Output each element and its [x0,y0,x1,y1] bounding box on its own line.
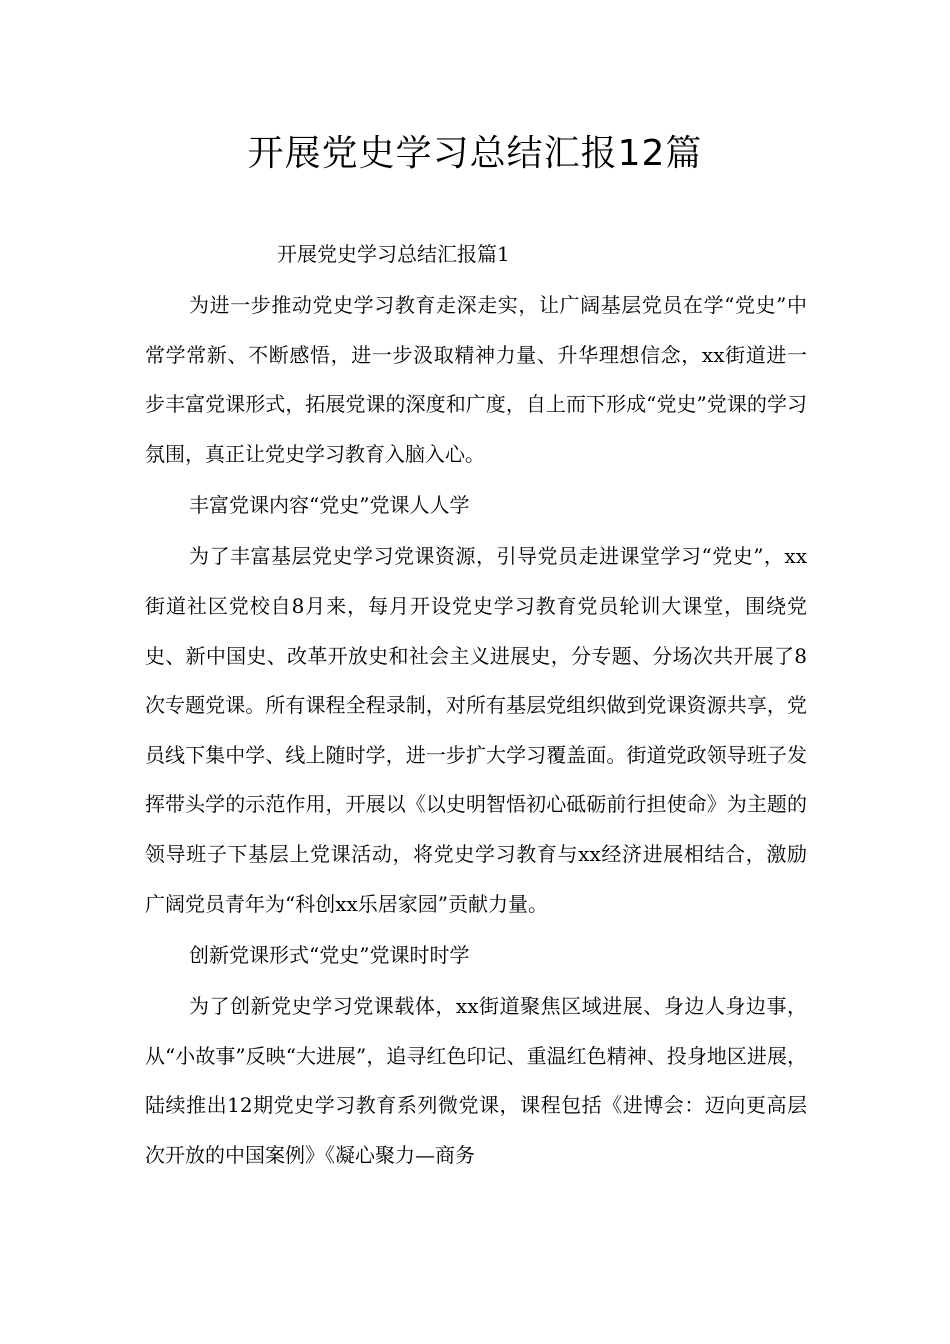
subheading-2: 创新党课形式“党史”党课时时学 [189,943,470,968]
subheading-1: 丰富党课内容“党史”党课人人学 [189,493,470,518]
document-body [145,228,807,1181]
paragraph-3: 为了创新党史学习党课载体，xx街道聚焦区域进展、身边人身边事，从“小故事”反映“大进展”，追寻红色印记、重温红色精神、投身地区进展，陆续推出12期党史学习教育系列微党课，课程包括《进博会：迈向更高层次开放的中国案例》《凝心聚力—商务 [145,994,807,1167]
document-title: 开展党史学习总结汇报12篇 [247,133,703,174]
paragraph-2: 为了丰富基层党史学习党课资源，引导党员走进课堂学习“党史”，xx街道社区党校自8月来，每月开设党史学习教育党员轮训大课堂，围绕党史、新中国史、改革开放史和社会主义进展史，分专题、分场次共开展了8次专题党课。所有课程全程录制，对所有基层党组织做到党课资源共享，党员线下集中学、线上随时学，进一步扩大学习覆盖面。街道党政领导班子发挥带头学的示范作用，开展以《以史明智悟初心砥砺前行担使命》为主题的领导班子下基层上党课活动，将党史学习教育与xx经济进展相结合，激励广阔党员青年为“科创xx乐居家园”贡献力量。 [145,544,807,916]
paragraph-1: 为进一步推动党史学习教育走深走实，让广阔基层党员在学“党史”中常学常新、不断感悟，进一步汲取精神力量、升华理想信念，xx街道进一步丰富党课形式，拓展党课的深度和广度，自上而下形成“党史”党课的学习氛围，真正让党史学习教育入脑入心。 [145,293,807,466]
section-heading: 开展党史学习总结汇报篇1 [277,242,510,266]
